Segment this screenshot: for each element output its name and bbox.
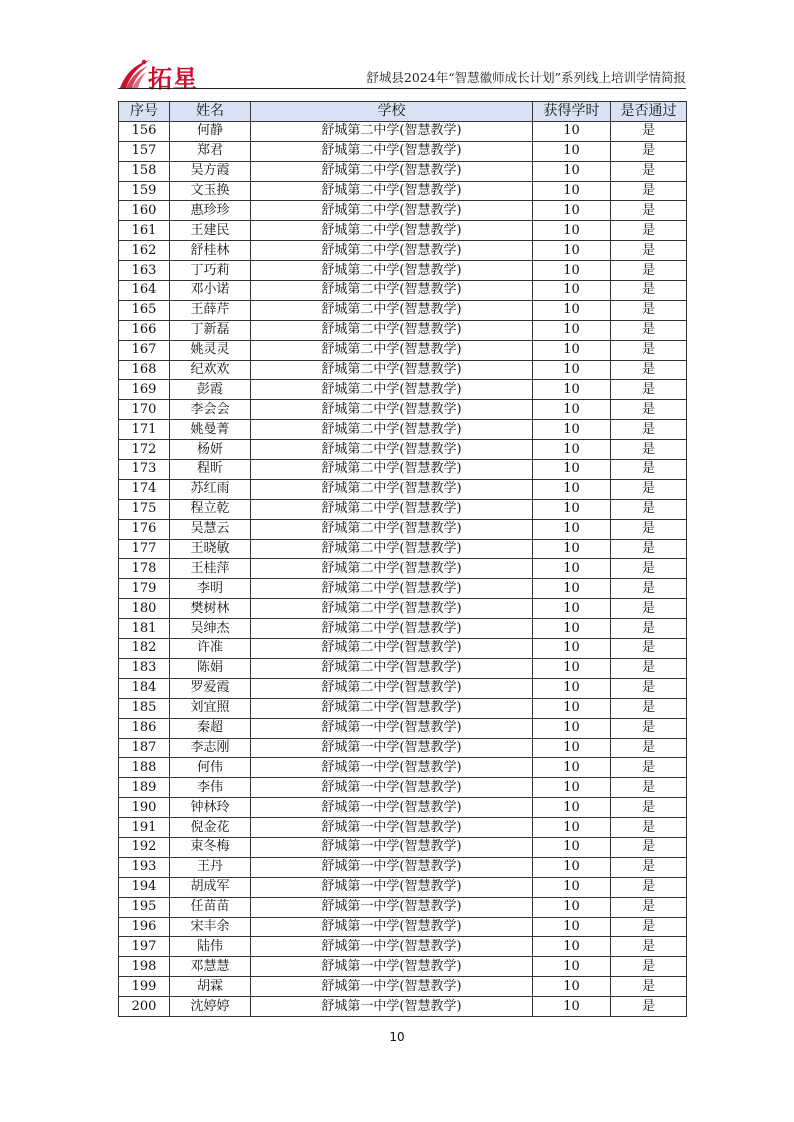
cell-hours: 10	[533, 221, 611, 241]
cell-school: 舒城第一中学(智慧教学)	[251, 977, 533, 997]
table-row	[119, 619, 687, 639]
cell-school: 舒城第一中学(智慧教学)	[251, 818, 533, 838]
cell-passed: 是	[611, 639, 687, 659]
cell-passed: 是	[611, 420, 687, 440]
cell-passed: 是	[611, 957, 687, 977]
cell-name: 李明	[170, 579, 251, 599]
cell-school: 舒城第一中学(智慧教学)	[251, 957, 533, 977]
cell-hours: 10	[533, 360, 611, 380]
cell-passed: 是	[611, 121, 687, 141]
cell-name: 秦超	[170, 718, 251, 738]
cell-index: 199	[119, 977, 170, 997]
cell-index: 168	[119, 360, 170, 380]
cell-passed: 是	[611, 658, 687, 678]
table-header-row	[119, 102, 687, 122]
cell-school: 舒城第二中学(智慧教学)	[251, 161, 533, 181]
cell-school: 舒城第一中学(智慧教学)	[251, 718, 533, 738]
table-row	[119, 897, 687, 917]
cell-name: 刘宜照	[170, 698, 251, 718]
cell-name: 王桂萍	[170, 559, 251, 579]
cell-passed: 是	[611, 181, 687, 201]
cell-name: 陈娟	[170, 658, 251, 678]
table-row	[119, 798, 687, 818]
cell-school: 舒城第一中学(智慧教学)	[251, 917, 533, 937]
cell-index: 180	[119, 599, 170, 619]
table-row	[119, 599, 687, 619]
cell-index: 176	[119, 519, 170, 539]
cell-name: 胡成军	[170, 877, 251, 897]
cell-hours: 10	[533, 519, 611, 539]
cell-index: 173	[119, 460, 170, 480]
cell-name: 纪欢欢	[170, 360, 251, 380]
column-header-hours: 获得学时	[533, 102, 611, 122]
cell-passed: 是	[611, 559, 687, 579]
cell-school: 舒城第二中学(智慧教学)	[251, 300, 533, 320]
cell-index: 163	[119, 261, 170, 281]
cell-index: 182	[119, 639, 170, 659]
cell-passed: 是	[611, 937, 687, 957]
cell-school: 舒城第二中学(智慧教学)	[251, 121, 533, 141]
cell-hours: 10	[533, 798, 611, 818]
cell-school: 舒城第一中学(智慧教学)	[251, 738, 533, 758]
table-row	[119, 877, 687, 897]
cell-school: 舒城第二中学(智慧教学)	[251, 499, 533, 519]
logo-swoosh-icon	[118, 56, 152, 90]
cell-index: 161	[119, 221, 170, 241]
cell-hours: 10	[533, 479, 611, 499]
cell-hours: 10	[533, 181, 611, 201]
cell-school: 舒城第二中学(智慧教学)	[251, 579, 533, 599]
cell-school: 舒城第二中学(智慧教学)	[251, 678, 533, 698]
cell-school: 舒城第二中学(智慧教学)	[251, 360, 533, 380]
cell-hours: 10	[533, 937, 611, 957]
cell-school: 舒城第二中学(智慧教学)	[251, 539, 533, 559]
cell-index: 162	[119, 241, 170, 261]
cell-hours: 10	[533, 499, 611, 519]
cell-name: 钟林玲	[170, 798, 251, 818]
cell-passed: 是	[611, 161, 687, 181]
cell-name: 苏红雨	[170, 479, 251, 499]
table-row	[119, 479, 687, 499]
cell-passed: 是	[611, 539, 687, 559]
cell-passed: 是	[611, 619, 687, 639]
cell-hours: 10	[533, 957, 611, 977]
column-header-name: 姓名	[170, 102, 251, 122]
cell-name: 许准	[170, 639, 251, 659]
cell-index: 190	[119, 798, 170, 818]
table-row	[119, 360, 687, 380]
cell-index: 170	[119, 400, 170, 420]
cell-name: 宋丰余	[170, 917, 251, 937]
cell-index: 164	[119, 281, 170, 301]
cell-name: 邓慧慧	[170, 957, 251, 977]
cell-school: 舒城第一中学(智慧教学)	[251, 837, 533, 857]
cell-index: 165	[119, 300, 170, 320]
cell-passed: 是	[611, 818, 687, 838]
cell-hours: 10	[533, 897, 611, 917]
cell-passed: 是	[611, 499, 687, 519]
cell-index: 158	[119, 161, 170, 181]
cell-school: 舒城第二中学(智慧教学)	[251, 221, 533, 241]
cell-passed: 是	[611, 479, 687, 499]
table-row	[119, 917, 687, 937]
cell-hours: 10	[533, 857, 611, 877]
cell-passed: 是	[611, 340, 687, 360]
table-row	[119, 121, 687, 141]
table-row	[119, 281, 687, 301]
cell-index: 185	[119, 698, 170, 718]
cell-name: 舒桂林	[170, 241, 251, 261]
cell-passed: 是	[611, 718, 687, 738]
cell-index: 169	[119, 380, 170, 400]
cell-hours: 10	[533, 380, 611, 400]
cell-name: 丁巧莉	[170, 261, 251, 281]
cell-hours: 10	[533, 579, 611, 599]
cell-index: 186	[119, 718, 170, 738]
cell-passed: 是	[611, 678, 687, 698]
table-row	[119, 300, 687, 320]
cell-name: 姚灵灵	[170, 340, 251, 360]
cell-index: 195	[119, 897, 170, 917]
table-row	[119, 539, 687, 559]
cell-passed: 是	[611, 897, 687, 917]
table-row	[119, 758, 687, 778]
table-row	[119, 460, 687, 480]
cell-hours: 10	[533, 460, 611, 480]
cell-hours: 10	[533, 718, 611, 738]
cell-hours: 10	[533, 261, 611, 281]
cell-hours: 10	[533, 320, 611, 340]
cell-index: 166	[119, 320, 170, 340]
cell-passed: 是	[611, 778, 687, 798]
cell-index: 179	[119, 579, 170, 599]
cell-passed: 是	[611, 997, 687, 1017]
cell-name: 郑君	[170, 141, 251, 161]
cell-school: 舒城第一中学(智慧教学)	[251, 857, 533, 877]
cell-hours: 10	[533, 917, 611, 937]
cell-school: 舒城第二中学(智慧教学)	[251, 201, 533, 221]
cell-school: 舒城第二中学(智慧教学)	[251, 440, 533, 460]
cell-passed: 是	[611, 758, 687, 778]
cell-name: 李伟	[170, 778, 251, 798]
table-row	[119, 221, 687, 241]
cell-name: 束冬梅	[170, 837, 251, 857]
cell-school: 舒城第一中学(智慧教学)	[251, 897, 533, 917]
cell-index: 181	[119, 619, 170, 639]
table-row	[119, 440, 687, 460]
cell-hours: 10	[533, 559, 611, 579]
cell-hours: 10	[533, 241, 611, 261]
cell-index: 160	[119, 201, 170, 221]
cell-name: 王建民	[170, 221, 251, 241]
cell-hours: 10	[533, 837, 611, 857]
cell-school: 舒城第二中学(智慧教学)	[251, 559, 533, 579]
cell-passed: 是	[611, 281, 687, 301]
table-row	[119, 857, 687, 877]
cell-hours: 10	[533, 281, 611, 301]
brand-logo	[118, 56, 208, 93]
cell-school: 舒城第一中学(智慧教学)	[251, 798, 533, 818]
cell-school: 舒城第一中学(智慧教学)	[251, 758, 533, 778]
cell-school: 舒城第二中学(智慧教学)	[251, 340, 533, 360]
table-row	[119, 678, 687, 698]
cell-passed: 是	[611, 261, 687, 281]
table-row	[119, 977, 687, 997]
cell-passed: 是	[611, 460, 687, 480]
table-row	[119, 181, 687, 201]
cell-index: 200	[119, 997, 170, 1017]
column-header-passed: 是否通过	[611, 102, 687, 122]
cell-hours: 10	[533, 440, 611, 460]
cell-hours: 10	[533, 201, 611, 221]
cell-passed: 是	[611, 977, 687, 997]
cell-index: 191	[119, 818, 170, 838]
column-header-school: 学校	[251, 102, 533, 122]
cell-school: 舒城第二中学(智慧教学)	[251, 420, 533, 440]
cell-name: 程立乾	[170, 499, 251, 519]
cell-name: 李志刚	[170, 738, 251, 758]
cell-school: 舒城第一中学(智慧教学)	[251, 778, 533, 798]
cell-hours: 10	[533, 599, 611, 619]
cell-index: 184	[119, 678, 170, 698]
cell-school: 舒城第二中学(智慧教学)	[251, 141, 533, 161]
cell-passed: 是	[611, 599, 687, 619]
cell-index: 197	[119, 937, 170, 957]
table-row	[119, 997, 687, 1017]
cell-name: 丁新磊	[170, 320, 251, 340]
cell-hours: 10	[533, 121, 611, 141]
table-row	[119, 957, 687, 977]
table-row	[119, 658, 687, 678]
table-row	[119, 837, 687, 857]
cell-index: 193	[119, 857, 170, 877]
table-row	[119, 519, 687, 539]
cell-passed: 是	[611, 877, 687, 897]
cell-hours: 10	[533, 698, 611, 718]
table-row	[119, 937, 687, 957]
cell-index: 175	[119, 499, 170, 519]
cell-index: 198	[119, 957, 170, 977]
page-header	[118, 56, 686, 93]
table-row	[119, 579, 687, 599]
cell-name: 邓小诺	[170, 281, 251, 301]
cell-passed: 是	[611, 440, 687, 460]
cell-index: 188	[119, 758, 170, 778]
cell-name: 倪金花	[170, 818, 251, 838]
cell-hours: 10	[533, 400, 611, 420]
cell-name: 何伟	[170, 758, 251, 778]
cell-school: 舒城第二中学(智慧教学)	[251, 619, 533, 639]
cell-index: 174	[119, 479, 170, 499]
cell-hours: 10	[533, 658, 611, 678]
cell-hours: 10	[533, 420, 611, 440]
cell-passed: 是	[611, 579, 687, 599]
logo-text: 拓星	[148, 64, 198, 93]
cell-index: 189	[119, 778, 170, 798]
cell-passed: 是	[611, 221, 687, 241]
table-row	[119, 718, 687, 738]
cell-name: 王晓敏	[170, 539, 251, 559]
cell-school: 舒城第一中学(智慧教学)	[251, 877, 533, 897]
table-row	[119, 499, 687, 519]
cell-hours: 10	[533, 539, 611, 559]
cell-hours: 10	[533, 639, 611, 659]
cell-hours: 10	[533, 977, 611, 997]
cell-school: 舒城第二中学(智慧教学)	[251, 658, 533, 678]
table-row	[119, 340, 687, 360]
table-row	[119, 778, 687, 798]
cell-index: 183	[119, 658, 170, 678]
table-body	[119, 121, 687, 1016]
cell-hours: 10	[533, 300, 611, 320]
cell-hours: 10	[533, 778, 611, 798]
cell-name: 罗爱霞	[170, 678, 251, 698]
cell-hours: 10	[533, 738, 611, 758]
cell-hours: 10	[533, 619, 611, 639]
cell-name: 沈婷婷	[170, 997, 251, 1017]
cell-name: 樊树林	[170, 599, 251, 619]
cell-name: 任苗苗	[170, 897, 251, 917]
cell-hours: 10	[533, 340, 611, 360]
cell-index: 194	[119, 877, 170, 897]
cell-index: 187	[119, 738, 170, 758]
cell-passed: 是	[611, 360, 687, 380]
cell-passed: 是	[611, 141, 687, 161]
table-row	[119, 698, 687, 718]
cell-school: 舒城第二中学(智慧教学)	[251, 599, 533, 619]
cell-school: 舒城第二中学(智慧教学)	[251, 460, 533, 480]
cell-school: 舒城第二中学(智慧教学)	[251, 261, 533, 281]
cell-index: 172	[119, 440, 170, 460]
table-row	[119, 201, 687, 221]
cell-hours: 10	[533, 678, 611, 698]
cell-index: 196	[119, 917, 170, 937]
cell-hours: 10	[533, 141, 611, 161]
cell-index: 192	[119, 837, 170, 857]
table-row	[119, 818, 687, 838]
cell-passed: 是	[611, 917, 687, 937]
cell-name: 李会会	[170, 400, 251, 420]
cell-name: 吴绅杰	[170, 619, 251, 639]
cell-school: 舒城第一中学(智慧教学)	[251, 997, 533, 1017]
table-row	[119, 261, 687, 281]
cell-name: 何静	[170, 121, 251, 141]
cell-passed: 是	[611, 400, 687, 420]
cell-school: 舒城第二中学(智慧教学)	[251, 380, 533, 400]
cell-passed: 是	[611, 241, 687, 261]
cell-passed: 是	[611, 798, 687, 818]
table-row	[119, 241, 687, 261]
cell-name: 惠珍珍	[170, 201, 251, 221]
cell-passed: 是	[611, 201, 687, 221]
cell-hours: 10	[533, 161, 611, 181]
cell-name: 杨妍	[170, 440, 251, 460]
table-row	[119, 380, 687, 400]
cell-passed: 是	[611, 320, 687, 340]
cell-passed: 是	[611, 698, 687, 718]
cell-name: 彭霞	[170, 380, 251, 400]
cell-name: 王丹	[170, 857, 251, 877]
cell-index: 178	[119, 559, 170, 579]
table-row	[119, 161, 687, 181]
table-row	[119, 141, 687, 161]
cell-name: 陆伟	[170, 937, 251, 957]
cell-name: 吴慧云	[170, 519, 251, 539]
cell-index: 167	[119, 340, 170, 360]
training-status-table	[118, 101, 687, 1017]
cell-school: 舒城第二中学(智慧教学)	[251, 320, 533, 340]
header-divider	[118, 88, 686, 89]
cell-passed: 是	[611, 837, 687, 857]
table-row	[119, 420, 687, 440]
cell-index: 159	[119, 181, 170, 201]
cell-school: 舒城第二中学(智慧教学)	[251, 639, 533, 659]
cell-name: 王薛芹	[170, 300, 251, 320]
table-row	[119, 320, 687, 340]
page-number: 10	[389, 1030, 405, 1044]
cell-index: 171	[119, 420, 170, 440]
cell-school: 舒城第二中学(智慧教学)	[251, 181, 533, 201]
table-row	[119, 559, 687, 579]
cell-index: 157	[119, 141, 170, 161]
cell-name: 吴方霞	[170, 161, 251, 181]
cell-passed: 是	[611, 857, 687, 877]
cell-school: 舒城第二中学(智慧教学)	[251, 281, 533, 301]
cell-name: 姚曼菁	[170, 420, 251, 440]
cell-passed: 是	[611, 380, 687, 400]
cell-hours: 10	[533, 877, 611, 897]
table-row	[119, 738, 687, 758]
cell-hours: 10	[533, 818, 611, 838]
cell-passed: 是	[611, 738, 687, 758]
cell-school: 舒城第二中学(智慧教学)	[251, 400, 533, 420]
cell-hours: 10	[533, 758, 611, 778]
cell-passed: 是	[611, 519, 687, 539]
cell-index: 177	[119, 539, 170, 559]
table-row	[119, 639, 687, 659]
cell-school: 舒城第二中学(智慧教学)	[251, 519, 533, 539]
table-row	[119, 400, 687, 420]
column-header-index: 序号	[119, 102, 170, 122]
cell-school: 舒城第一中学(智慧教学)	[251, 937, 533, 957]
cell-school: 舒城第二中学(智慧教学)	[251, 479, 533, 499]
cell-name: 胡霖	[170, 977, 251, 997]
cell-name: 文玉换	[170, 181, 251, 201]
cell-school: 舒城第二中学(智慧教学)	[251, 241, 533, 261]
cell-school: 舒城第二中学(智慧教学)	[251, 698, 533, 718]
cell-index: 156	[119, 121, 170, 141]
cell-name: 程昕	[170, 460, 251, 480]
cell-hours: 10	[533, 997, 611, 1017]
cell-passed: 是	[611, 300, 687, 320]
document-title: 舒城县2024年“智慧徽师成长计划”系列线上培训学情简报	[366, 70, 686, 85]
